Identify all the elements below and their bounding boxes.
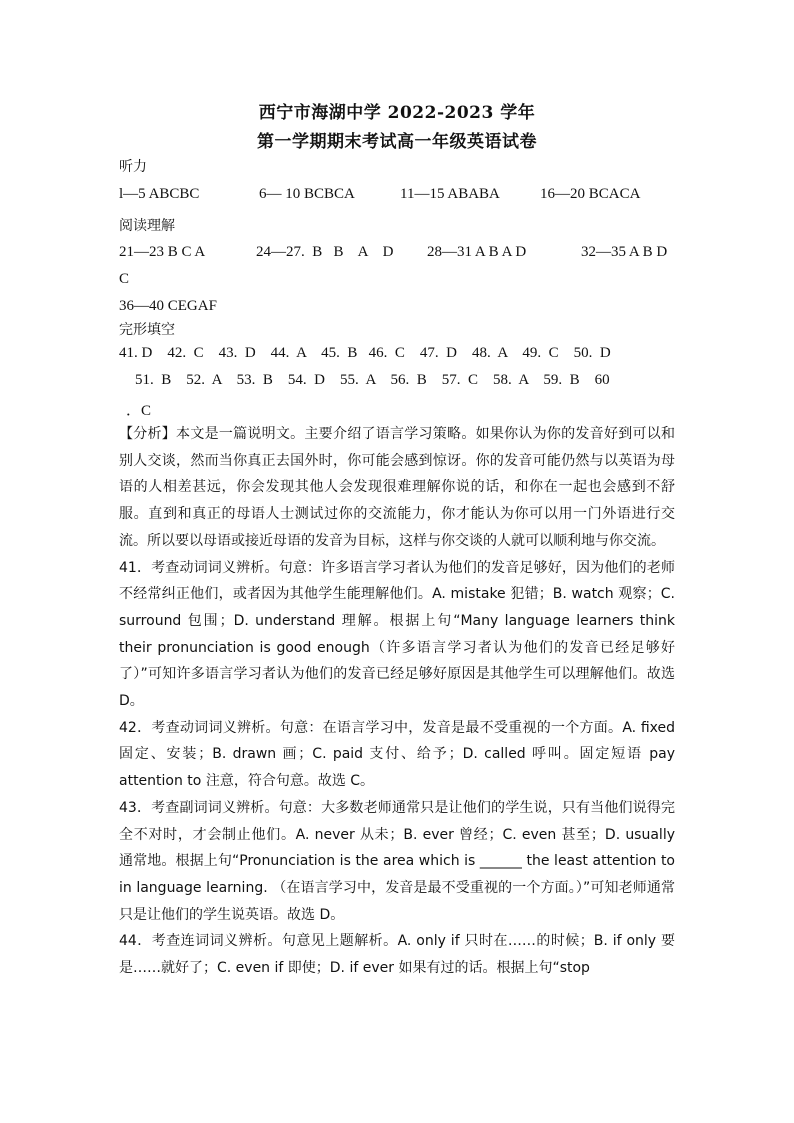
reading-wrap: C xyxy=(119,271,130,287)
listening-group-1: l—5 ABCBC xyxy=(119,186,200,202)
reading-group-1: 21—23 B C A xyxy=(119,244,206,260)
analysis-paragraph: 44．考查连词词义辨析。句意见上题解析。A. only if 只时在……的时候；B. if only 要是……就好了；C. even if 即使；D. if ever 如果有过的话。根据上句“stop xyxy=(119,933,675,977)
reading-line-2: 36—40 CEGAF xyxy=(119,298,217,314)
listening-group-4: 16—20 BCACA xyxy=(540,186,641,202)
reading-group-2: 24—27. B B A D xyxy=(256,244,394,260)
cloze-row-3: ．C xyxy=(126,403,152,419)
analysis-paragraph: 41．考查动词词义辨析。句意：许多语言学习者认为他们的发音足够好，因为他们的老师不经常纠正他们，或者因为其他学生能理解他们。A. mistake 犯错；B. watch 观察；C. surround 包围；D. understand 理解。根据上句“Many language learners think their pronunciation is good enough（许多语言学习者认为他们的发音已经足够好了）”可知许多语言学习者认为他们的发音已经足够好原因是其他学生可以理解他们。故选 D。 xyxy=(119,559,675,710)
cloze-row-2: 51. B 52. A 53. B 54. D 55. A 56. B 57. C 58. A 59. B 60 xyxy=(135,372,610,388)
analysis-paragraph: 42．考查动词词义辨析。句意：在语言学习中，发音是最不受重视的一个方面。A. fixed 固定、安装；B. drawn 画；C. paid 支付、给予；D. called 呼叫。固定短语 pay attention to 注意，符合句意。故选 C。 xyxy=(119,719,675,790)
analysis-paragraph: 【分析】本文是一篇说明文。主要介绍了语言学习策略。如果你认为你的发音好到可以和别人交谈，然而当你真正去国外时，你可能会感到惊讶。你的发音可能仍然与以英语为母语的人相差甚远，你会发现其他人会发现很难理解你说的话，和你在一起也会感到不舒服。直到和真正的母语人士测试过你的交流能力，你才能认为你可以用一门外语进行交流。所以要以母语或接近母语的发音为目标，这样与你交谈的人就可以顺利地与你交流。 xyxy=(119,426,675,549)
reading-group-3: 28—31 A B A D xyxy=(427,244,527,260)
cloze-row-1: 41. D 42. C 43. D 44. A 45. B 46. C 47. D 48. A 49. C 50. D xyxy=(119,345,611,361)
title-line-2: 第一学期期末考试高一年级英语试卷 xyxy=(257,132,537,152)
analysis-body xyxy=(119,421,675,982)
reading-label: 阅读理解 xyxy=(119,218,175,234)
listening-group-2: 6— 10 BCBCA xyxy=(259,186,355,202)
cloze-label: 完形填空 xyxy=(119,322,175,338)
reading-group-4: 32—35 A B D xyxy=(581,244,668,260)
analysis-paragraph: 43．考查副词词义辨析。句意：大多数老师通常只是让他们的学生说，只有当他们说得完全不对时，才会制止他们。A. never 从未；B. ever 曾经；C. even 甚至；D. usually 通常地。根据上句“Pronunciation is the area which is ______ the least attention to in language learning. （在语言学习中，发音是最不受重视的一个方面。）”可知老师通常只是让他们的学生说英语。故选 D。 xyxy=(119,799,675,923)
listening-label: 听力 xyxy=(119,159,147,175)
title-line-1: 西宁市海湖中学 2022-2023 学年 xyxy=(258,103,536,123)
listening-group-3: 11—15 ABABA xyxy=(400,186,500,202)
